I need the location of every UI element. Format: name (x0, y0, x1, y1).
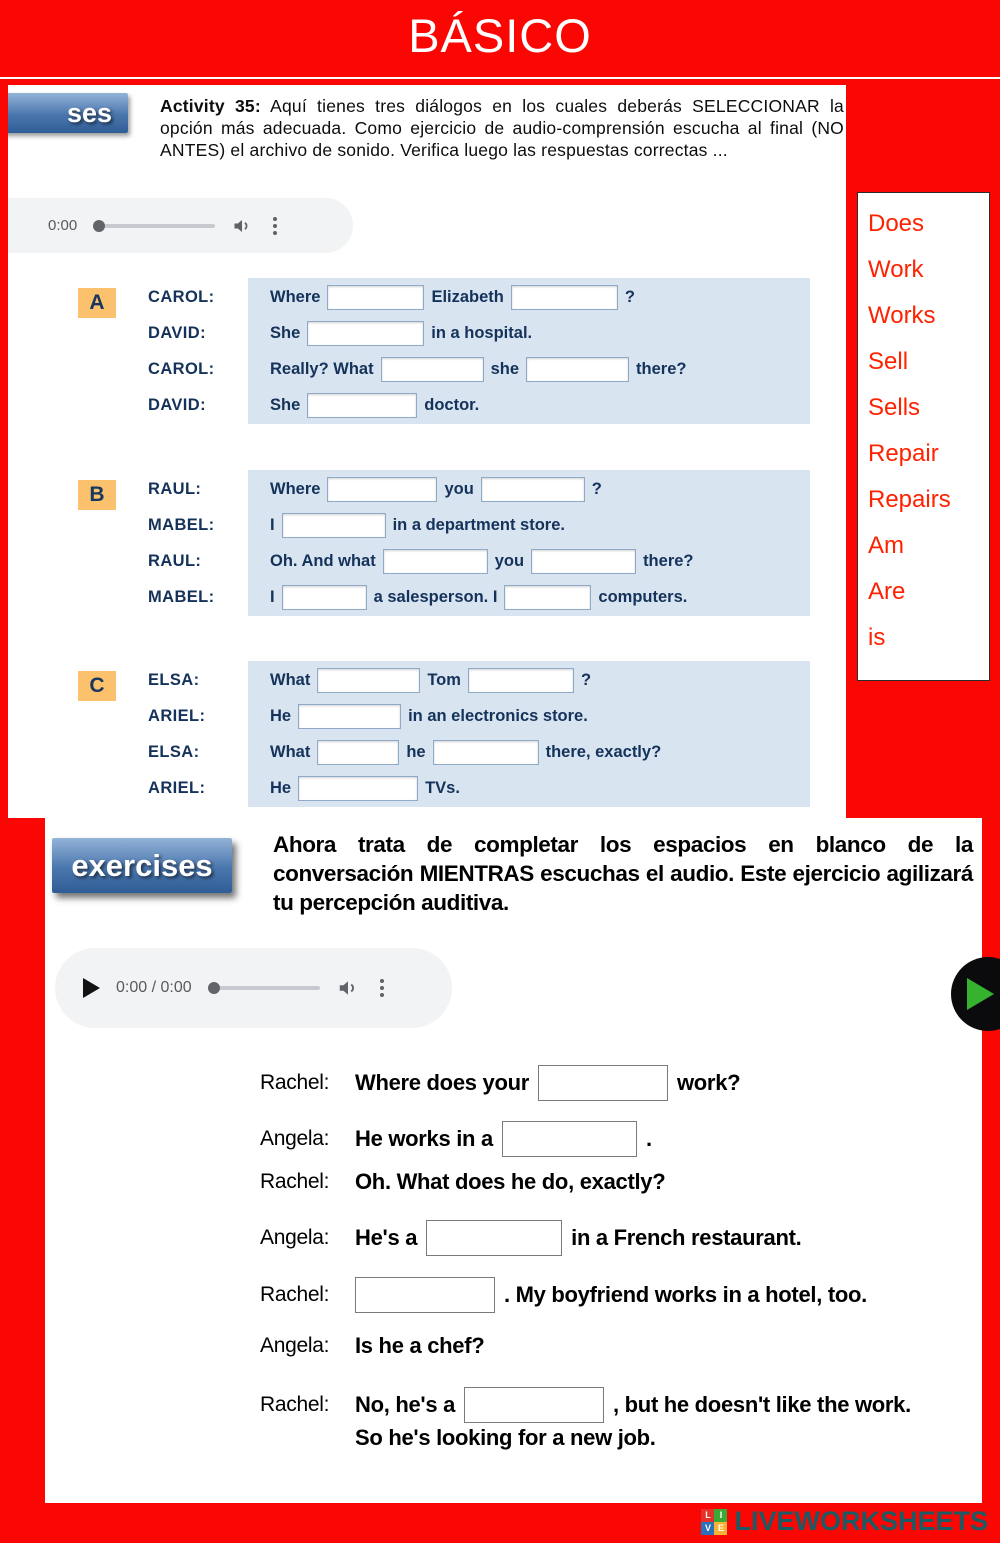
conversation-sentence (355, 1169, 665, 1195)
exercises-instructions: Ahora trata de completar los espacios en blanco de la conversación MIENTRAS escuchas el audio. Este ejercicio agilizará tu percepción auditiva. (273, 832, 973, 915)
dialog-line (70, 698, 810, 734)
dialog-text: a salesperson. I (373, 587, 498, 606)
dialog-letter: A (78, 288, 116, 318)
dialog-line (70, 387, 810, 423)
conversation-text: Oh. What does he do, exactly? (355, 1169, 666, 1194)
speaker-name: CAROL: (148, 359, 215, 378)
exercises-panel (45, 818, 982, 1503)
dialog-text: Oh. And what (270, 551, 376, 570)
conversation-text: , but he doesn't like the work. (613, 1392, 911, 1417)
dialog-text: you (494, 551, 525, 570)
conversation-line (260, 1277, 976, 1313)
dialog-text: What (270, 670, 311, 689)
dialog-sentence (248, 357, 810, 382)
dialog-sentence (248, 477, 810, 502)
answer-blank[interactable] (426, 1220, 562, 1256)
speaker-label: Rachel: (260, 1170, 330, 1193)
logo-square: V (701, 1522, 714, 1535)
answer-blank[interactable] (468, 668, 574, 693)
logo-square: I (714, 1509, 727, 1522)
dialog-sentence (248, 321, 810, 346)
word-bank (857, 192, 990, 681)
dialog-text: doctor. (424, 395, 480, 414)
wordbank-word: Repairs (868, 486, 951, 513)
answer-blank[interactable] (327, 477, 437, 502)
answer-blank[interactable] (538, 1065, 668, 1101)
answer-blank[interactable] (355, 1277, 495, 1313)
dialog-text: he (406, 742, 426, 761)
dialog-text: What (270, 742, 311, 761)
dialog-text: computers. (598, 587, 688, 606)
dialog-rows (70, 662, 810, 806)
activity-text: Aquí tienes tres diálogos en los cuales deberás SELECCIONAR la opción más adecuada. Como ejercicio de audio-comprensión escucha al final (NO ANTES) el archivo de sonido. Verifica luego las respuestas correctas ... (160, 96, 844, 160)
conversation-text: He works in a (355, 1126, 493, 1151)
dialog-text: there? (636, 359, 687, 378)
answer-blank[interactable] (433, 740, 539, 765)
conversation-line (260, 1387, 976, 1423)
dialog-line (70, 662, 810, 698)
conversation-line (260, 1065, 976, 1101)
conversation-sentence (355, 1220, 801, 1256)
conversation-sentence (355, 1425, 656, 1451)
dialog-a (70, 278, 810, 424)
speaker-name: ELSA: (148, 742, 200, 761)
speaker-name: ARIEL: (148, 706, 206, 725)
conversation-text: He's a (355, 1225, 418, 1250)
audio-menu-icon[interactable] (269, 213, 281, 239)
conversation-text: . My boyfriend works in a hotel, too. (504, 1282, 867, 1307)
answer-blank[interactable] (383, 549, 488, 574)
conversation-text: work? (676, 1070, 741, 1095)
wordbank-list (868, 209, 989, 669)
volume-icon[interactable] (231, 216, 253, 236)
dialog-text: He (270, 706, 292, 725)
wordbank-word: Repair (868, 440, 939, 467)
dialog-text: in an electronics store. (408, 706, 588, 725)
speaker-name: ELSA: (148, 670, 200, 689)
activity-instructions (160, 95, 844, 161)
answer-blank[interactable] (464, 1387, 604, 1423)
speaker-label: Angela: (260, 1334, 330, 1357)
answer-blank[interactable] (504, 585, 591, 610)
dialog-text: ? (624, 287, 635, 306)
conversation-text: Where does your (355, 1070, 529, 1095)
conversation-section (260, 1060, 976, 1495)
wordbank-word: Are (868, 578, 906, 605)
speaker-name: RAUL: (148, 479, 202, 498)
title-divider (0, 77, 1000, 79)
dialog-sentence (248, 704, 810, 729)
conversation-line (260, 1220, 976, 1256)
logo-text: exercises (71, 847, 213, 883)
activity-label: Activity 35: (160, 96, 261, 116)
speaker-name: MABEL: (148, 515, 215, 534)
answer-blank[interactable] (282, 513, 386, 538)
dialog-sentence (248, 513, 810, 538)
answer-blank[interactable] (298, 776, 418, 801)
wordbank-word: Works (868, 302, 936, 329)
conversation-text: . (645, 1126, 652, 1151)
dialog-text: I (270, 515, 275, 534)
dialog-b (70, 470, 810, 616)
speaker-name: CAROL: (148, 287, 215, 306)
audio-time: 0:00 / 0:00 (116, 979, 192, 996)
dialog-text: TVs. (425, 778, 460, 797)
dialog-text: there, exactly? (545, 742, 662, 761)
dialog-line (70, 351, 810, 387)
audio-progress-slider[interactable] (208, 986, 320, 990)
audio-menu-icon[interactable] (376, 975, 388, 1001)
dialog-rows (70, 471, 810, 615)
dialog-sentence (248, 393, 810, 418)
conversation-text: Is he a chef? (355, 1333, 485, 1358)
logo-square: E (714, 1522, 727, 1535)
conversation-line (260, 1425, 976, 1451)
speaker-name: RAUL: (148, 551, 202, 570)
dialog-text: in a department store. (392, 515, 565, 534)
audio-player-2 (55, 948, 452, 1028)
dialog-sentence (248, 285, 810, 310)
dialog-text: in a hospital. (431, 323, 533, 342)
speaker-name: ARIEL: (148, 778, 206, 797)
activity-panel (8, 85, 846, 818)
dialog-text: He (270, 778, 292, 797)
conversation-text: So he's looking for a new job. (355, 1425, 656, 1450)
answer-blank[interactable] (317, 740, 399, 765)
dialog-line (70, 770, 810, 806)
speaker-name: MABEL: (148, 587, 215, 606)
dialog-letter: B (78, 480, 116, 510)
dialog-sentence (248, 776, 810, 801)
dialog-text: Really? What (270, 359, 374, 378)
audio-time: 0:00 (48, 217, 78, 234)
conversation-sentence (355, 1065, 740, 1101)
conversation-line (260, 1333, 976, 1359)
dialog-sentence (248, 668, 810, 693)
speaker-label: Angela: (260, 1127, 330, 1150)
dialog-sentence (248, 740, 810, 765)
dialog-text: Tom (427, 670, 461, 689)
dialog-line (70, 734, 810, 770)
dialog-text: Elizabeth (431, 287, 504, 306)
conversation-line (260, 1169, 976, 1195)
audio-player-1 (8, 198, 353, 253)
dialog-text: ? (591, 479, 602, 498)
dialog-text: I (270, 587, 275, 606)
slider-thumb-icon[interactable] (93, 220, 105, 232)
dialog-rows (70, 279, 810, 423)
wordbank-word: Sell (868, 348, 909, 375)
answer-blank[interactable] (282, 585, 367, 610)
wordbank-word: is (868, 624, 886, 651)
answer-blank[interactable] (307, 393, 417, 418)
volume-icon[interactable] (336, 977, 360, 999)
answer-blank[interactable] (298, 704, 401, 729)
logo-square: L (701, 1509, 714, 1522)
exercises-logo-partial (8, 93, 128, 133)
dialog-text: Where (270, 479, 321, 498)
answer-blank[interactable] (327, 285, 424, 310)
conversation-sentence (355, 1277, 867, 1313)
dialog-text: there? (643, 551, 694, 570)
dialog-text: she (490, 359, 520, 378)
answer-blank[interactable] (481, 477, 585, 502)
dialog-sentence (248, 585, 810, 610)
dialog-text: She (270, 395, 301, 414)
conversation-sentence (355, 1121, 652, 1157)
answer-blank[interactable] (511, 285, 618, 310)
dialog-text: you (444, 479, 474, 498)
dialog-text: ? (580, 670, 592, 689)
logo-text: ses (66, 97, 112, 128)
dialog-line (70, 543, 810, 579)
dialog-c (70, 661, 810, 807)
speaker-label: Angela: (260, 1226, 330, 1249)
slider-thumb-icon[interactable] (208, 982, 220, 994)
conversation-sentence (355, 1387, 911, 1423)
page-title: BÁSICO (408, 9, 592, 62)
speaker-label: Rachel: (260, 1283, 330, 1306)
conversation-text: No, he's a (355, 1392, 456, 1417)
audio-progress-slider[interactable] (93, 224, 215, 228)
wordbank-word: Work (868, 256, 924, 283)
play-button[interactable] (83, 978, 100, 998)
conversation-line (260, 1121, 976, 1157)
answer-blank[interactable] (531, 549, 636, 574)
dialog-line (70, 507, 810, 543)
dialog-line (70, 471, 810, 507)
brand-text: LIVEWORKSHEETS (734, 1506, 988, 1536)
answer-blank[interactable] (381, 357, 484, 382)
wordbank-word: Does (868, 210, 925, 237)
answer-blank[interactable] (502, 1121, 637, 1157)
wordbank-word: Am (868, 532, 904, 559)
answer-blank[interactable] (317, 668, 420, 693)
dialog-line (70, 579, 810, 615)
play-icon (967, 978, 994, 1010)
speaker-name: DAVID: (148, 323, 207, 342)
dialog-text: Where (270, 287, 321, 306)
dialog-text: She (270, 323, 301, 342)
dialog-sentence (248, 549, 810, 574)
speaker-label: Rachel: (260, 1071, 330, 1094)
wordbank-word: Sells (868, 394, 921, 421)
exercises-logo (52, 838, 232, 893)
liveworksheets-icon (701, 1509, 727, 1535)
speaker-name: DAVID: (148, 395, 207, 414)
speaker-label: Rachel: (260, 1393, 330, 1416)
liveworksheets-logo[interactable] (701, 1506, 988, 1537)
dialog-line (70, 279, 810, 315)
answer-blank[interactable] (526, 357, 629, 382)
conversation-sentence (355, 1333, 484, 1359)
conversation-text: in a French restaurant. (571, 1225, 802, 1250)
dialog-letter: C (78, 671, 116, 701)
answer-blank[interactable] (307, 321, 424, 346)
dialog-line (70, 315, 810, 351)
